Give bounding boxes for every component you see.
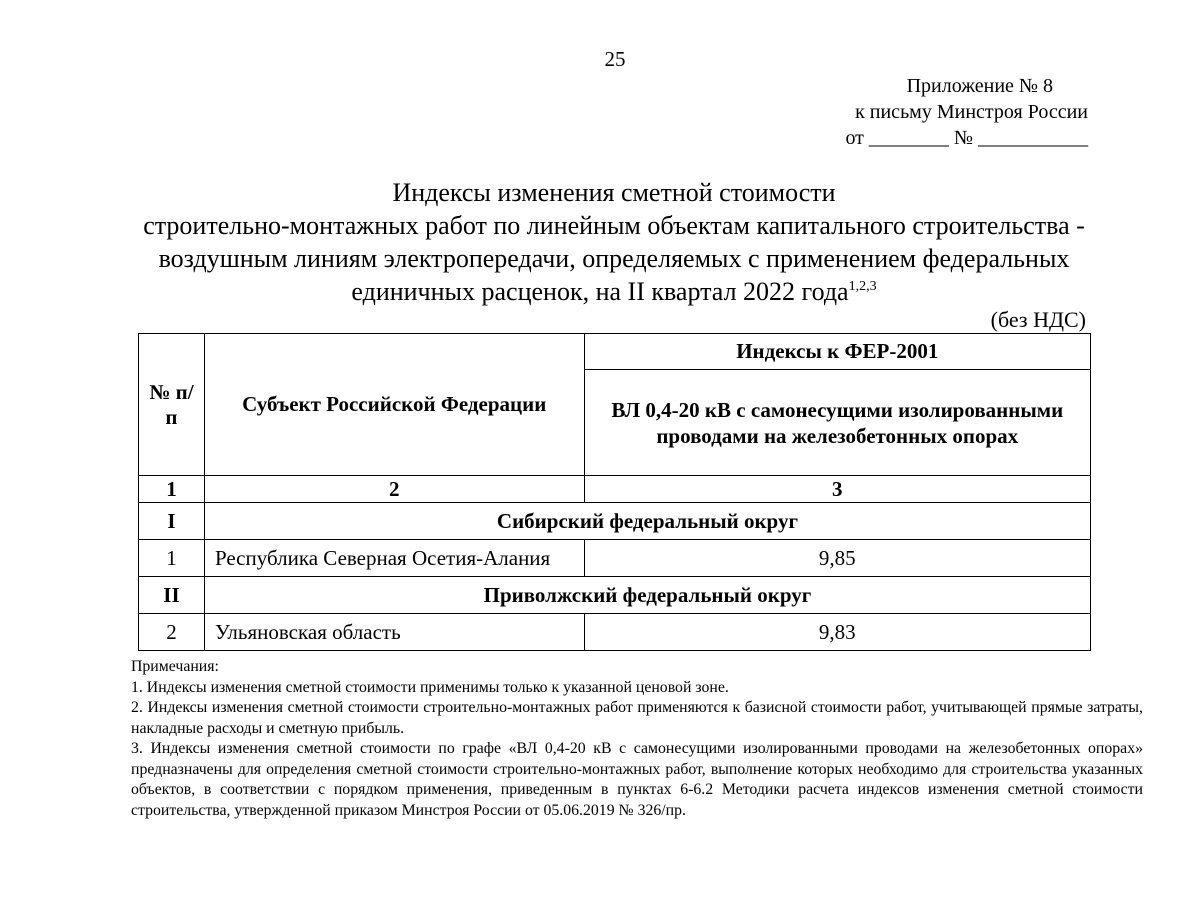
- row-subject: Ульяновская область: [204, 614, 584, 651]
- section-roman: II: [139, 577, 205, 614]
- vat-note: (без НДС): [990, 307, 1086, 332]
- section-row: [139, 503, 1091, 540]
- row-index-value: 9,85: [584, 540, 1090, 577]
- section-name: Приволжский федеральный округ: [204, 577, 1090, 614]
- note-2: 2. Индексы изменения сметной стоимости строительно-монтажных работ применяются к базисной стоимости работ, учитывающей прямые затраты, накладные расходы и сметную прибыль.: [131, 699, 1143, 737]
- appendix-block: [845, 73, 1088, 151]
- notes-block: [131, 657, 1143, 821]
- section-row: [139, 577, 1091, 614]
- table-row: [139, 540, 1091, 577]
- header-col-subject: Субъект Российской Федерации: [204, 334, 584, 476]
- header-group-fer: Индексы к ФЕР-2001: [584, 334, 1090, 370]
- title-line-1: Индексы изменения сметной стоимости: [392, 178, 836, 207]
- appendix-date-number: от ________ № ___________: [845, 127, 1088, 149]
- page-number: 25: [604, 47, 626, 71]
- table-row: [139, 614, 1091, 651]
- appendix-number: Приложение № 8: [906, 75, 1053, 97]
- column-number-1: 1: [139, 476, 205, 503]
- title-line-4-text: единичных расценок, на II квартал 2022 года: [351, 277, 849, 306]
- row-index-value: 9,83: [584, 614, 1090, 651]
- column-number-2: 2: [204, 476, 584, 503]
- title-line-2: строительно-монтажных работ по линейным объектам капитального строительства -: [143, 211, 1085, 240]
- row-number: 2: [139, 614, 205, 651]
- note-1: 1. Индексы изменения сметной стоимости применимы только к указанной ценовой зоне.: [131, 678, 729, 696]
- row-subject: Республика Северная Осетия-Алания: [204, 540, 584, 577]
- row-number: 1: [139, 540, 205, 577]
- section-roman: I: [139, 503, 205, 540]
- column-number-3: 3: [584, 476, 1090, 503]
- title-footnote-refs: 1,2,3: [848, 279, 877, 294]
- notes-heading: Примечания:: [131, 658, 219, 675]
- title-line-3: воздушным линиям электропередачи, определяемых с применением федеральных: [158, 244, 1070, 273]
- header-col-number: № п/п: [139, 334, 205, 476]
- column-number-row: [139, 476, 1091, 503]
- appendix-letter-ref: к письму Минстроя России: [855, 101, 1088, 123]
- document-title: [0, 176, 1200, 308]
- table-header-row-1: [139, 334, 1091, 370]
- index-table: [138, 333, 1091, 651]
- header-col-index: ВЛ 0,4-20 кВ с самонесущими изолированными проводами на железобетонных опорах: [584, 370, 1090, 476]
- title-line-4: [0, 275, 1200, 308]
- section-name: Сибирский федеральный округ: [204, 503, 1090, 540]
- note-3: 3. Индексы изменения сметной стоимости по графе «ВЛ 0,4-20 кВ с самонесущими изолированными проводами на железобетонных опорах» предназначены для определения сметной стоимости строительно-монтажных работ, выполнение которых необходимо для строительства указанных объектов, в соответствии с порядком применения, приведенным в пунктах 6-6.2 Методики расчета индексов изменения сметной стоимости строительства, утвержденной приказом Минстроя России от 05.06.2019 № 326/пр.: [131, 740, 1143, 819]
